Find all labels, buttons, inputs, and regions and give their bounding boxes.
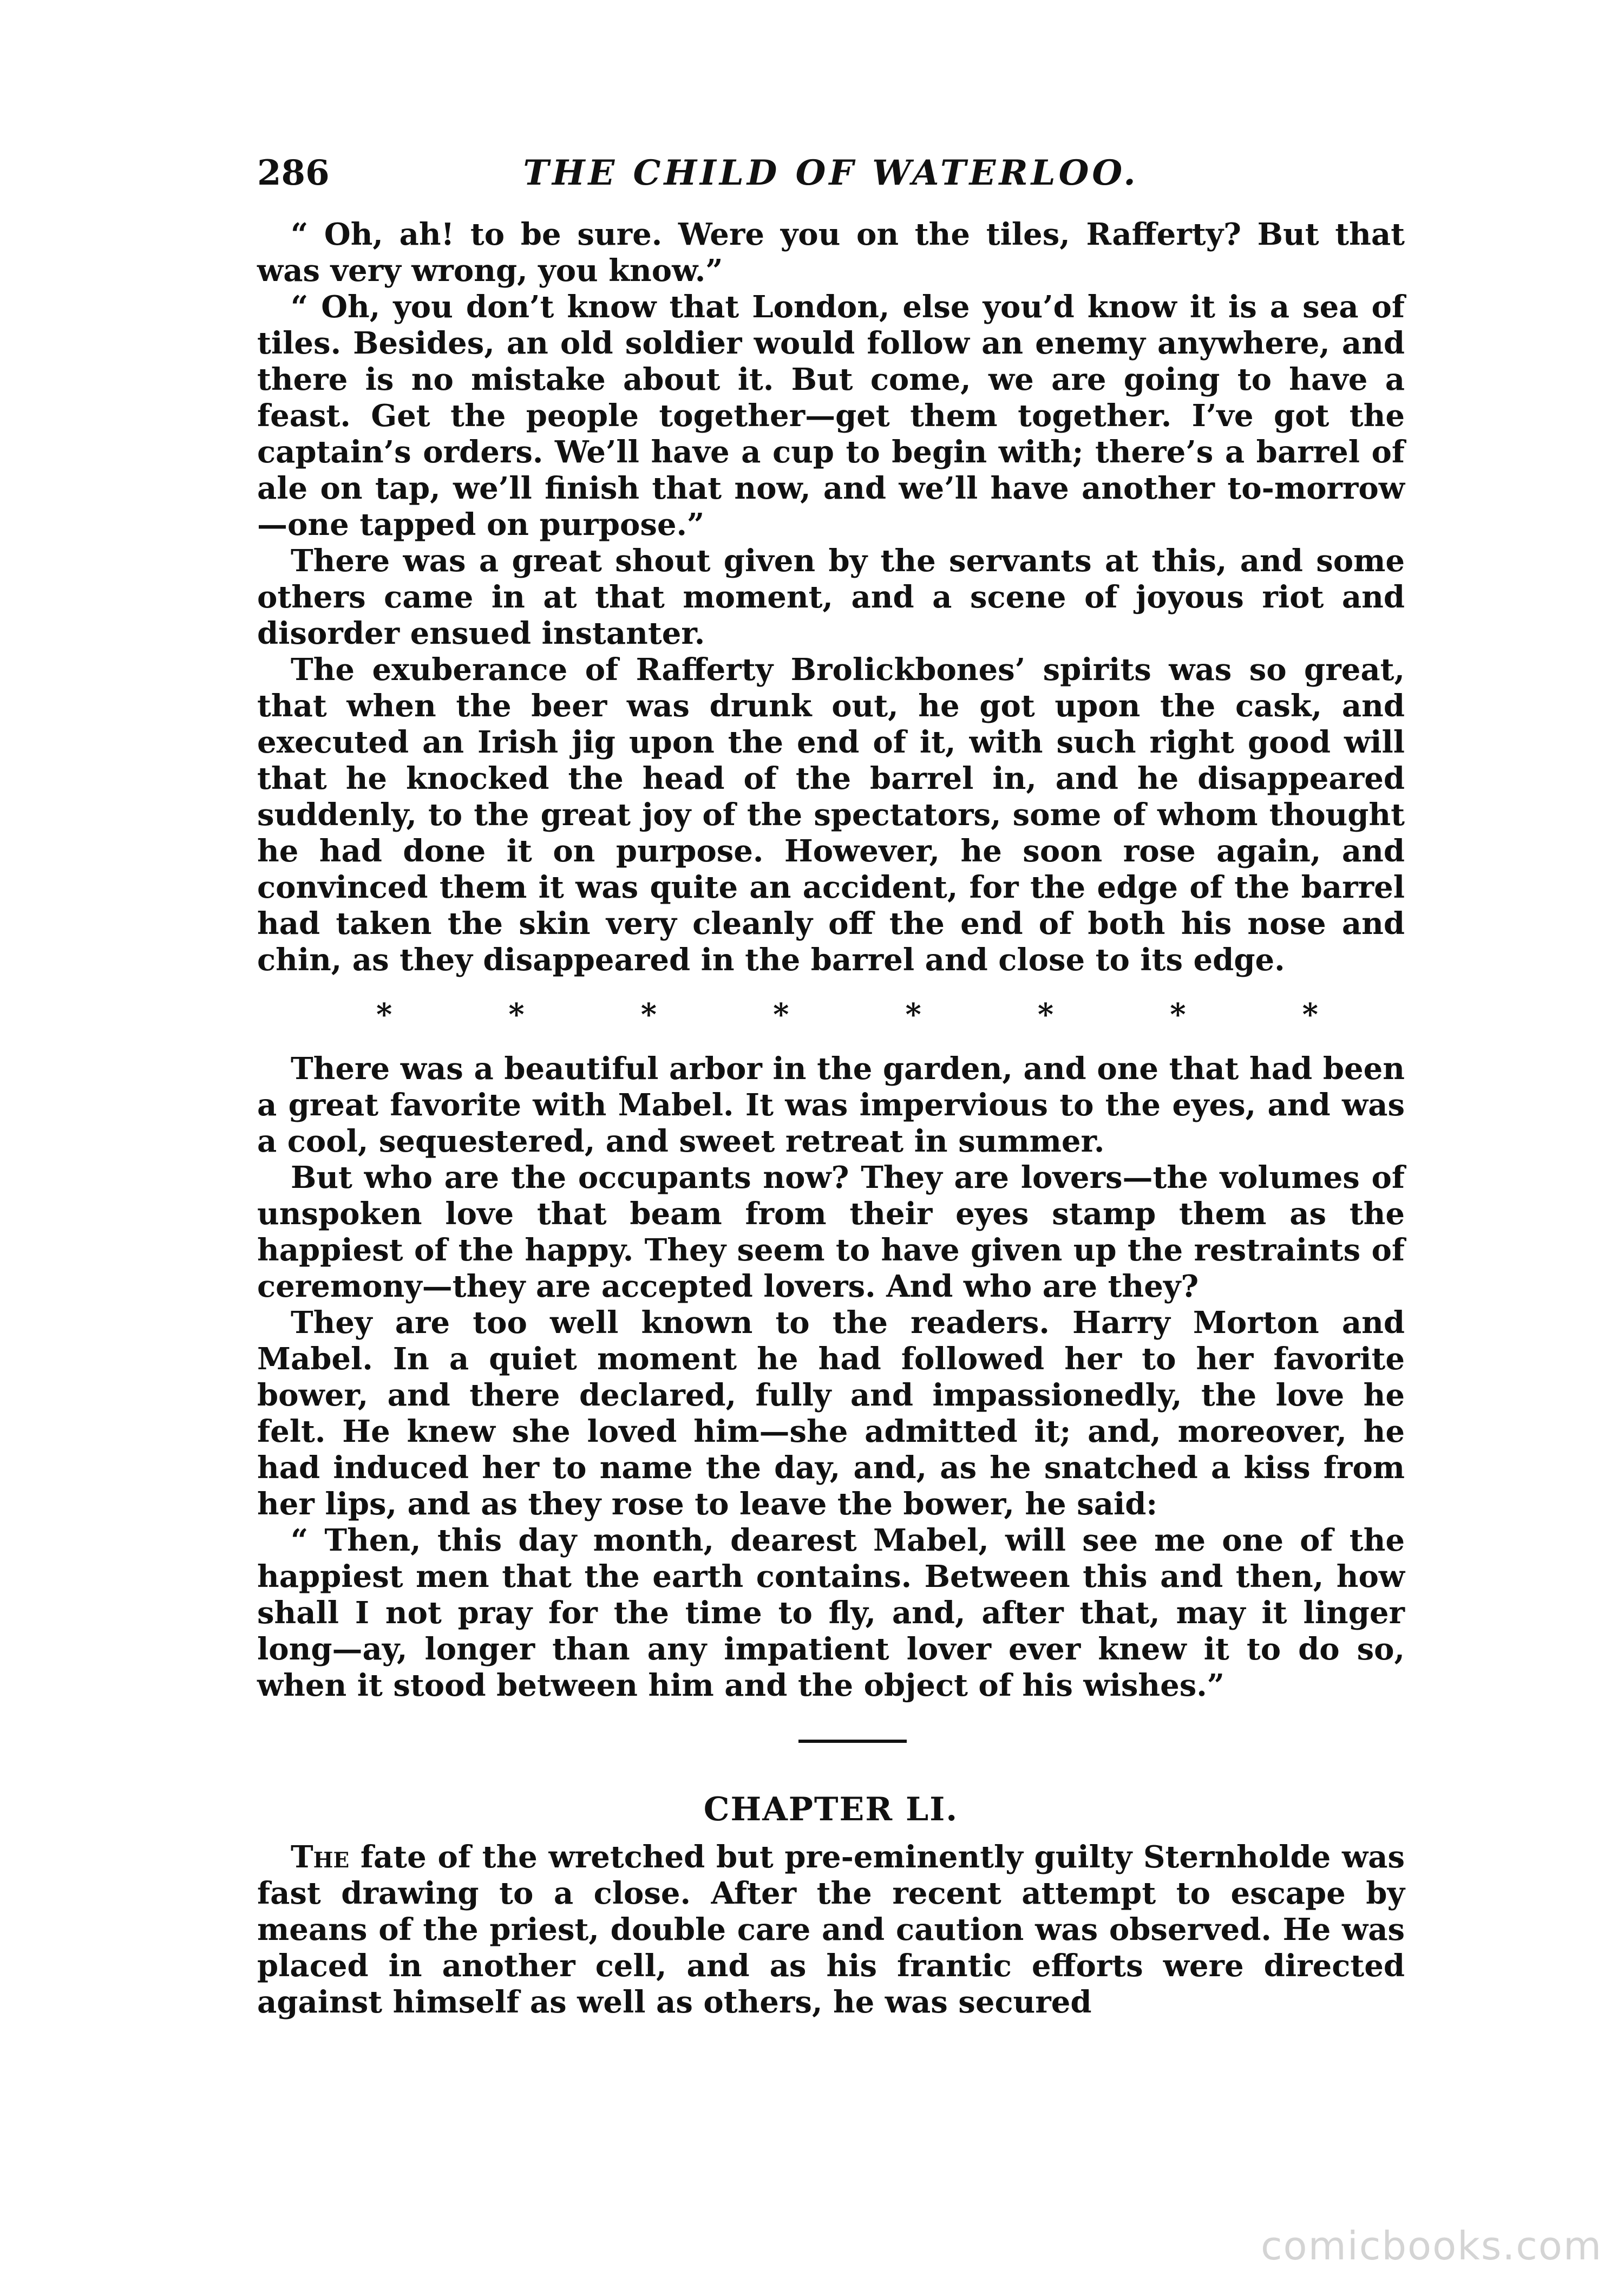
section-break-star: * [508, 997, 525, 1033]
divider-line [798, 1740, 907, 1743]
paragraph: They are too well known to the readers. Harry Morton and Mabel. In a quiet moment he had followed her to her favorite bower, and there declared, fully and impassionedly, the love he felt. He knew she loved him—she admitted it; and, moreover, he had induced her to name the day, and, as he snatched a kiss from her lips, and as they rose to leave the bower, he said: [257, 1305, 1405, 1522]
chapter-heading: CHAPTER LI. [703, 1791, 959, 1828]
section-break [257, 978, 1405, 1051]
section-break-star: * [640, 997, 657, 1033]
chapter-first-word: The [291, 1839, 350, 1875]
paragraph: But who are the occupants now? They are lovers—the volumes of unspoken love that beam from their eyes stamp them as the happiest of the happy. They seem to have given up the restraints of ceremony—they are accepted lovers. And who are they? [257, 1160, 1405, 1304]
chapter-opening-paragraph [257, 1839, 1405, 2021]
page-header [257, 149, 1405, 198]
page-number: 286 [257, 153, 330, 193]
section-break-star: * [376, 997, 392, 1033]
section-break-star: * [1170, 997, 1186, 1033]
chapter-opening-text: fate of the wretched but pre-eminently guilty Sternholde was fast drawing to a close. After the recent attempt to escape by means of the priest, double care and caution was observed. He was placed in another cell, and as his frantic efforts were directed against himself as well as others, he was secured [257, 1839, 1405, 2020]
running-title: THE CHILD OF WATERLOO. [523, 153, 1139, 193]
chapter-divider [257, 1704, 1405, 1785]
paragraph: “ Oh, you don’t know that London, else you’d know it is a sea of tiles. Besides, an old soldier would follow an enemy anywhere, and there is no mistake about it. But come, we are going to have a feast. Get the people together—get them together. I’ve got the captain’s orders. We’ll have a cup to begin with; there’s a barrel of ale on tap, we’ll finish that now, and we’ll have another to-morrow—one tapped on purpose.” [257, 289, 1405, 543]
page-body [257, 217, 1405, 2021]
paragraph: “ Oh, ah! to be sure. Were you on the tiles, Rafferty? But that was very wrong, you know.” [257, 217, 1405, 289]
section-break-star: * [1302, 997, 1318, 1033]
section-break-star: * [905, 997, 921, 1033]
paragraph: There was a beautiful arbor in the garden, and one that had been a great favorite with Mabel. It was impervious to the eyes, and was a cool, sequestered, and sweet retreat in summer. [257, 1051, 1405, 1159]
watermark: comicbooks.com [1260, 2223, 1602, 2269]
section-break-star: * [1037, 997, 1054, 1033]
paragraph: The exuberance of Rafferty Brolickbones’ spirits was so great, that when the beer was drunk out, he got upon the cask, and executed an Irish jig upon the end of it, with such right good will that he knocked the head of the barrel in, and he disappeared suddenly, to the great joy of the spectators, some of whom thought he had done it on purpose. However, he soon rose again, and convinced them it was quite an accident, for the edge of the barrel had taken the skin very cleanly off the end of both his nose and chin, as they disappeared in the barrel and close to its edge. [257, 652, 1405, 978]
paragraph: “ Then, this day month, dearest Mabel, will see me one of the happiest men that the earth contains. Between this and then, how shall I not pray for the time to fly, and, after that, may it linger long—ay, longer than any impatient lover ever knew it to do so, when it stood between him and the object of his wishes.” [257, 1522, 1405, 1703]
section-break-star: * [773, 997, 789, 1033]
paragraph: There was a great shout given by the servants at this, and some others came in at that moment, and a scene of joyous riot and disorder ensued instanter. [257, 543, 1405, 651]
